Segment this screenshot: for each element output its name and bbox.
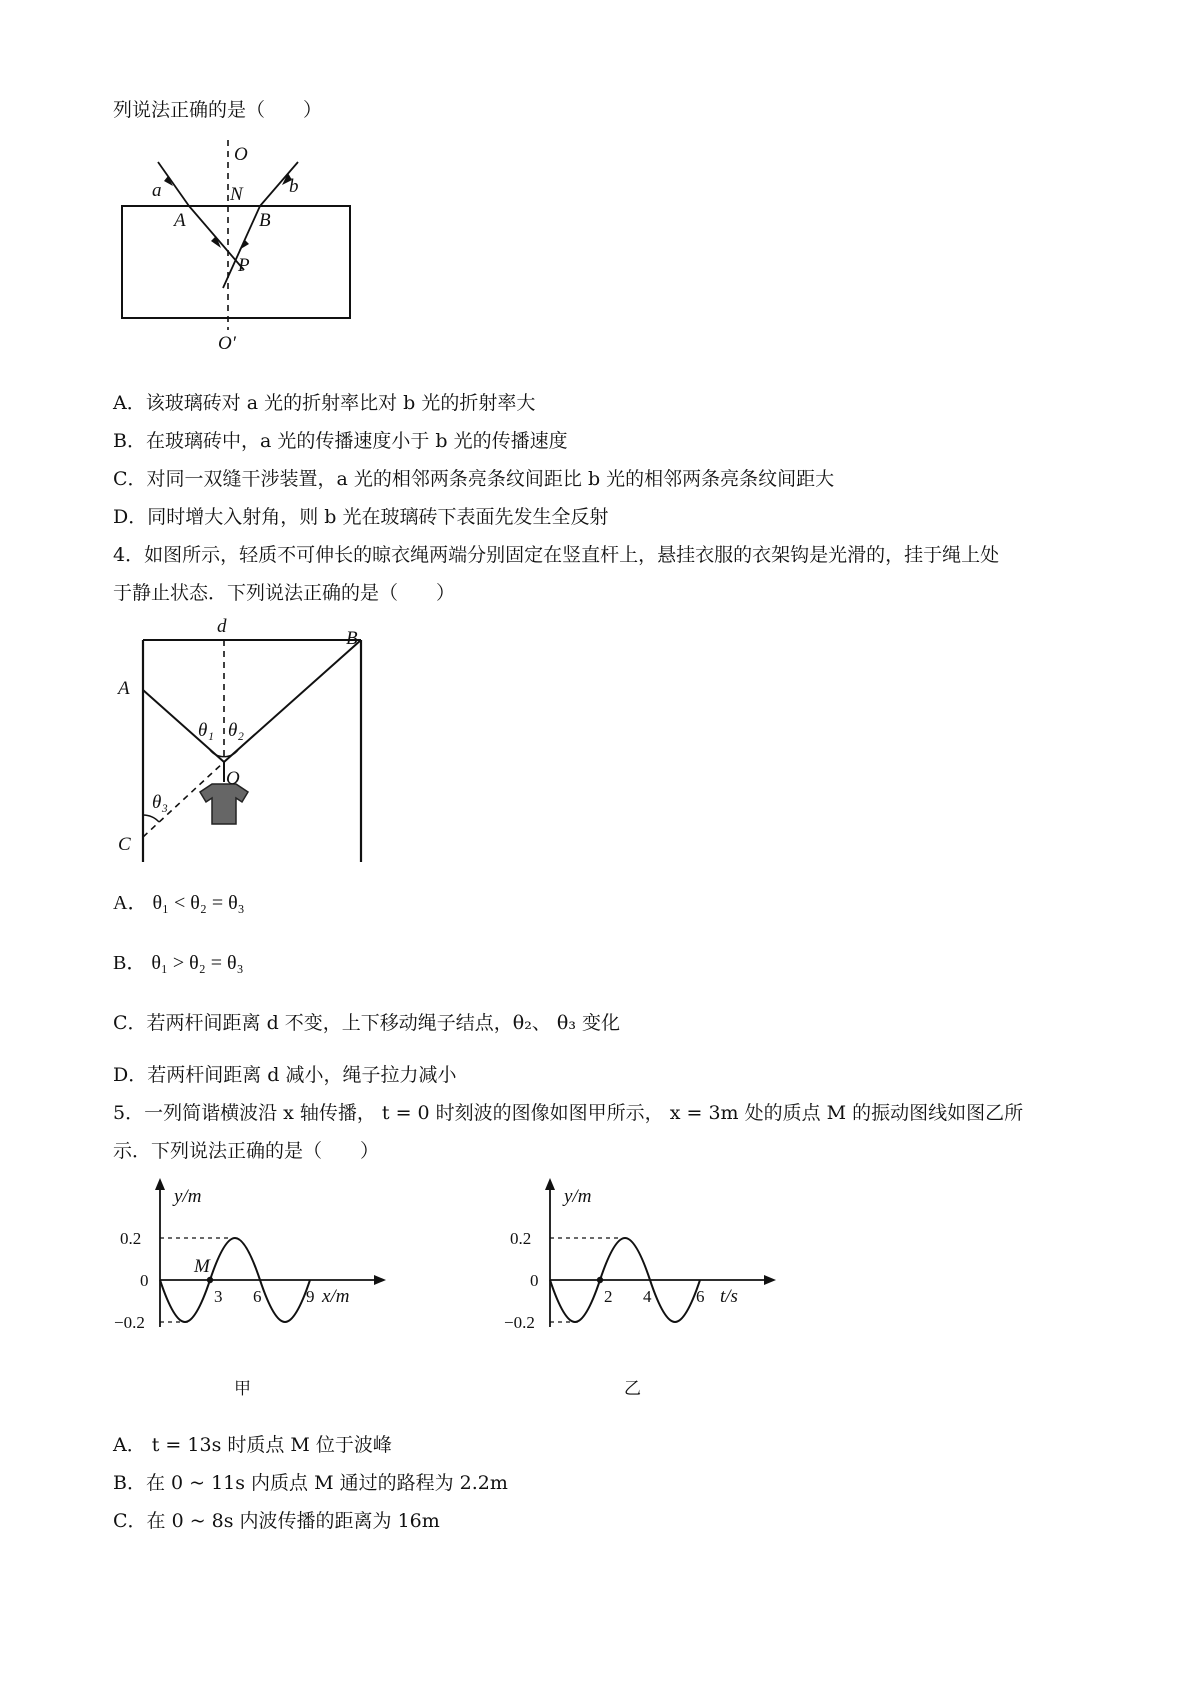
label-d: d xyxy=(217,616,227,637)
shirt-icon xyxy=(200,784,248,824)
q5-stem-line1: 5．一列简谐横波沿 x 轴传播， t = 0 时刻波的图像如图甲所示， x = 3m 处的质点 M 的振动图线如图乙所 xyxy=(113,1102,1024,1124)
label-B: B xyxy=(346,628,358,649)
label-A: A xyxy=(174,210,186,231)
label-theta2: θ₂ xyxy=(228,720,244,741)
label-a: a xyxy=(152,180,162,201)
t-tick-2: 2 xyxy=(604,1287,613,1306)
q3-refraction-figure xyxy=(110,140,390,354)
y-axis-label: y/m xyxy=(564,1186,592,1207)
label-P: P xyxy=(238,255,250,276)
label-O-prime: O′ xyxy=(218,333,236,354)
q4-clothesline-figure xyxy=(110,612,400,872)
label-M: M xyxy=(194,1256,210,1277)
caption-yi: 乙 xyxy=(624,1379,641,1399)
q4-option-c: C．若两杆间距离 d 不变，上下移动绳子结点，θ₂、 θ₃ 变化 xyxy=(113,1012,620,1034)
y-axis-label: y/m xyxy=(174,1186,202,1207)
label-O: O xyxy=(226,768,240,789)
x-tick-6: 6 xyxy=(253,1287,262,1306)
q5-stem-line2: 示．下列说法正确的是（ ） xyxy=(113,1140,380,1162)
caption-jia: 甲 xyxy=(234,1379,251,1399)
label-theta3: θ₃ xyxy=(152,792,168,813)
q3-option-c: C．对同一双缝干涉装置，a 光的相邻两条亮条纹间距比 b 光的相邻两条亮条纹间距大 xyxy=(113,468,835,490)
q4-stem-line1: 4．如图所示，轻质不可伸长的晾衣绳两端分别固定在竖直杆上，悬挂衣服的衣架钩是光滑的，挂于绳上处 xyxy=(113,544,1000,566)
t-tick-4: 4 xyxy=(643,1287,652,1306)
q4-option-d: D．若两杆间距离 d 减小，绳子拉力减小 xyxy=(113,1064,457,1086)
q5-option-a: A． t = 13s 时质点 M 位于波峰 xyxy=(113,1434,392,1456)
q5-graph-yi xyxy=(500,1172,800,1412)
point-M xyxy=(207,1277,213,1283)
x-axis-label: x/m xyxy=(322,1286,350,1307)
q3-option-a: A．该玻璃砖对 a 光的折射率比对 b 光的折射率大 xyxy=(113,392,536,414)
label-O: O xyxy=(234,144,248,165)
label-A: A xyxy=(118,678,130,699)
q4-option-a: A． θ₁ < θ₂ = θ₃ xyxy=(113,892,245,914)
q5-option-c: C．在 0 ~ 8s 内波传播的距离为 16m xyxy=(113,1510,440,1532)
x-axis-label: t/s xyxy=(720,1286,738,1307)
rope-OB xyxy=(224,640,361,762)
q4-stem-line2: 于静止状态．下列说法正确的是（ ） xyxy=(113,582,456,604)
q3-option-b: B．在玻璃砖中，a 光的传播速度小于 b 光的传播速度 xyxy=(113,430,568,452)
q5-option-b: B．在 0 ~ 11s 内质点 M 通过的路程为 2.2m xyxy=(113,1472,508,1494)
label-N: N xyxy=(230,184,243,205)
y-tick-max: 0.2 xyxy=(120,1229,142,1248)
y-tick-zero: 0 xyxy=(140,1271,149,1290)
label-C: C xyxy=(118,834,131,855)
q4-option-b: B． θ₁ > θ₂ = θ₃ xyxy=(113,952,244,974)
q3-stem-tail: 列说法正确的是（ ） xyxy=(113,99,323,121)
q3-option-d: D．同时增大入射角，则 b 光在玻璃砖下表面先发生全反射 xyxy=(113,506,609,528)
t-tick-6: 6 xyxy=(696,1287,705,1306)
y-tick-min: −0.2 xyxy=(504,1313,535,1332)
y-tick-min: −0.2 xyxy=(114,1313,145,1332)
label-b: b xyxy=(289,176,299,197)
x-tick-9: 9 xyxy=(306,1287,315,1306)
y-tick-max: 0.2 xyxy=(510,1229,532,1248)
label-theta1: θ₁ xyxy=(198,720,214,741)
y-tick-zero: 0 xyxy=(530,1271,539,1290)
q5-graph-jia xyxy=(110,1172,410,1412)
label-B: B xyxy=(259,210,271,231)
x-tick-3: 3 xyxy=(214,1287,223,1306)
